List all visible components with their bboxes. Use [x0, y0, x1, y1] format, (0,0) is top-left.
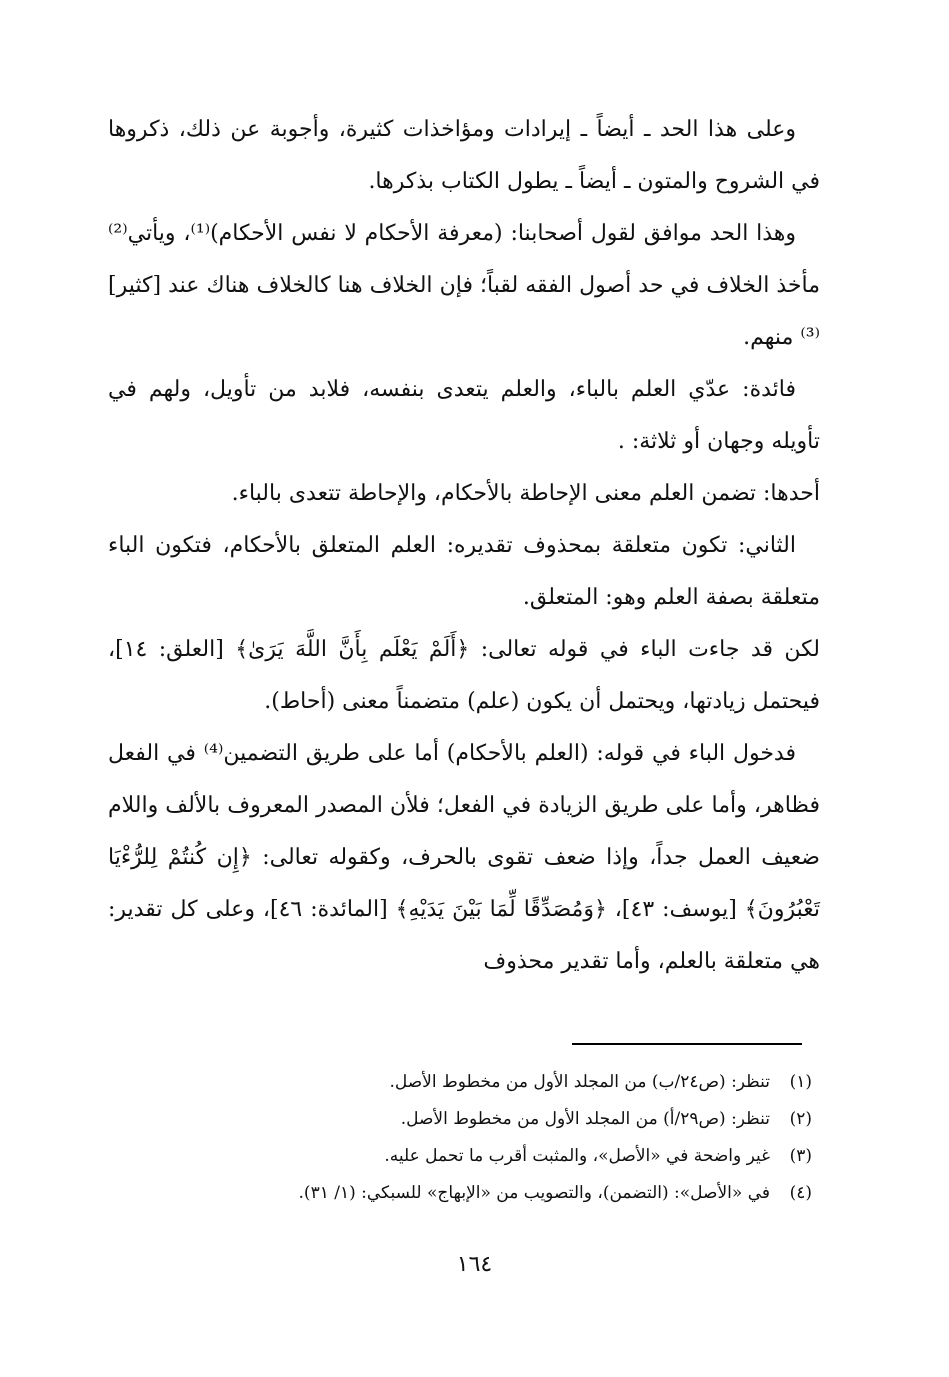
footnote-number: (٣) — [789, 1146, 812, 1166]
footnote-separator — [572, 1043, 802, 1045]
footnote-3 — [180, 1138, 812, 1175]
footnote-4 — [180, 1175, 812, 1212]
paragraph-4: أحدها: تضمن العلم معنى الإحاطة بالأحكام، والإحاطة تتعدى بالباء. — [231, 481, 820, 506]
footnote-text: تنظر: (ص٢٤/ب) من المجلد الأول من مخطوط الأصل. — [389, 1072, 770, 1092]
footnote-1 — [180, 1064, 812, 1101]
footnote-number: (٢) — [789, 1109, 812, 1129]
paragraph-6: لكن قد جاءت الباء في قوله تعالى: ﴿أَلَمْ يَعْلَم بِأَنَّ اللَّهَ يَرَىٰ﴾ [العلق: ١٤]، فيحتمل زيادتها، ويحتمل أن يكون (علم) متضمناً معنى (أحاط). — [108, 637, 820, 714]
footnote-number: (١) — [789, 1072, 812, 1092]
paragraph-3: فائدة: عدّي العلم بالباء، والعلم يتعدى بنفسه، فلابد من تأويل، ولهم في تأويله وجهان أو ثلاثة: . — [108, 377, 820, 454]
footnote-text: في «الأصل»: (التضمن)، والتصويب من «الإبهاج» للسبكي: (١/ ٣١). — [298, 1183, 770, 1203]
footnote-text: غير واضحة في «الأصل»، والمثبت أقرب ما تحمل عليه. — [384, 1146, 770, 1166]
footnote-number: (٤) — [789, 1183, 812, 1203]
paragraph-7: فدخول الباء في قوله: (العلم بالأحكام) أما على طريق التضمين⁽⁴⁾ في الفعل فظاهر، وأما على طريق الزيادة في الفعل؛ فلأن المصدر المعروف بالألف واللام ضعيف العمل جداً، وإذا ضعف تقوى بالحرف، وكقوله تعالى: ﴿إِن كُنتُمْ لِلرُّءْيَا تَعْبُرُونَ﴾ [يوسف: ٤٣]، ﴿وَمُصَدِّقًا لِّمَا بَيْنَ يَدَيْهِ﴾ [المائدة: ٤٦]، وعلى كل تقدير: هي متعلقة بالعلم، وأما تقدير محذوف — [108, 741, 820, 974]
paragraph-5: الثاني: تكون متعلقة بمحذوف تقديره: العلم المتعلق بالأحكام، فتكون الباء متعلقة بصفة العلم وهو: المتعلق. — [108, 533, 820, 610]
main-text — [108, 104, 820, 988]
paragraph-2: وهذا الحد موافق لقول أصحابنا: (معرفة الأحكام لا نفس الأحكام)⁽¹⁾، ويأتي⁽²⁾ مأخذ الخلاف في حد أصول الفقه لقباً؛ فإن الخلاف هنا كالخلاف هناك عند [كثير]⁽³⁾ منهم. — [108, 221, 820, 350]
page-number: ١٦٤ — [456, 1252, 493, 1277]
paragraph-1: وعلى هذا الحد ـ أيضاً ـ إيرادات ومؤاخذات كثيرة، وأجوبة عن ذلك، ذكروها في الشروح والمتون ـ أيضاً ـ يطول الكتاب بذكرها. — [108, 117, 820, 194]
footnotes — [180, 1064, 812, 1212]
footnote-text: تنظر: (ص٢٩/أ) من المجلد الأول من مخطوط الأصل. — [400, 1109, 770, 1129]
footnote-2 — [180, 1101, 812, 1138]
